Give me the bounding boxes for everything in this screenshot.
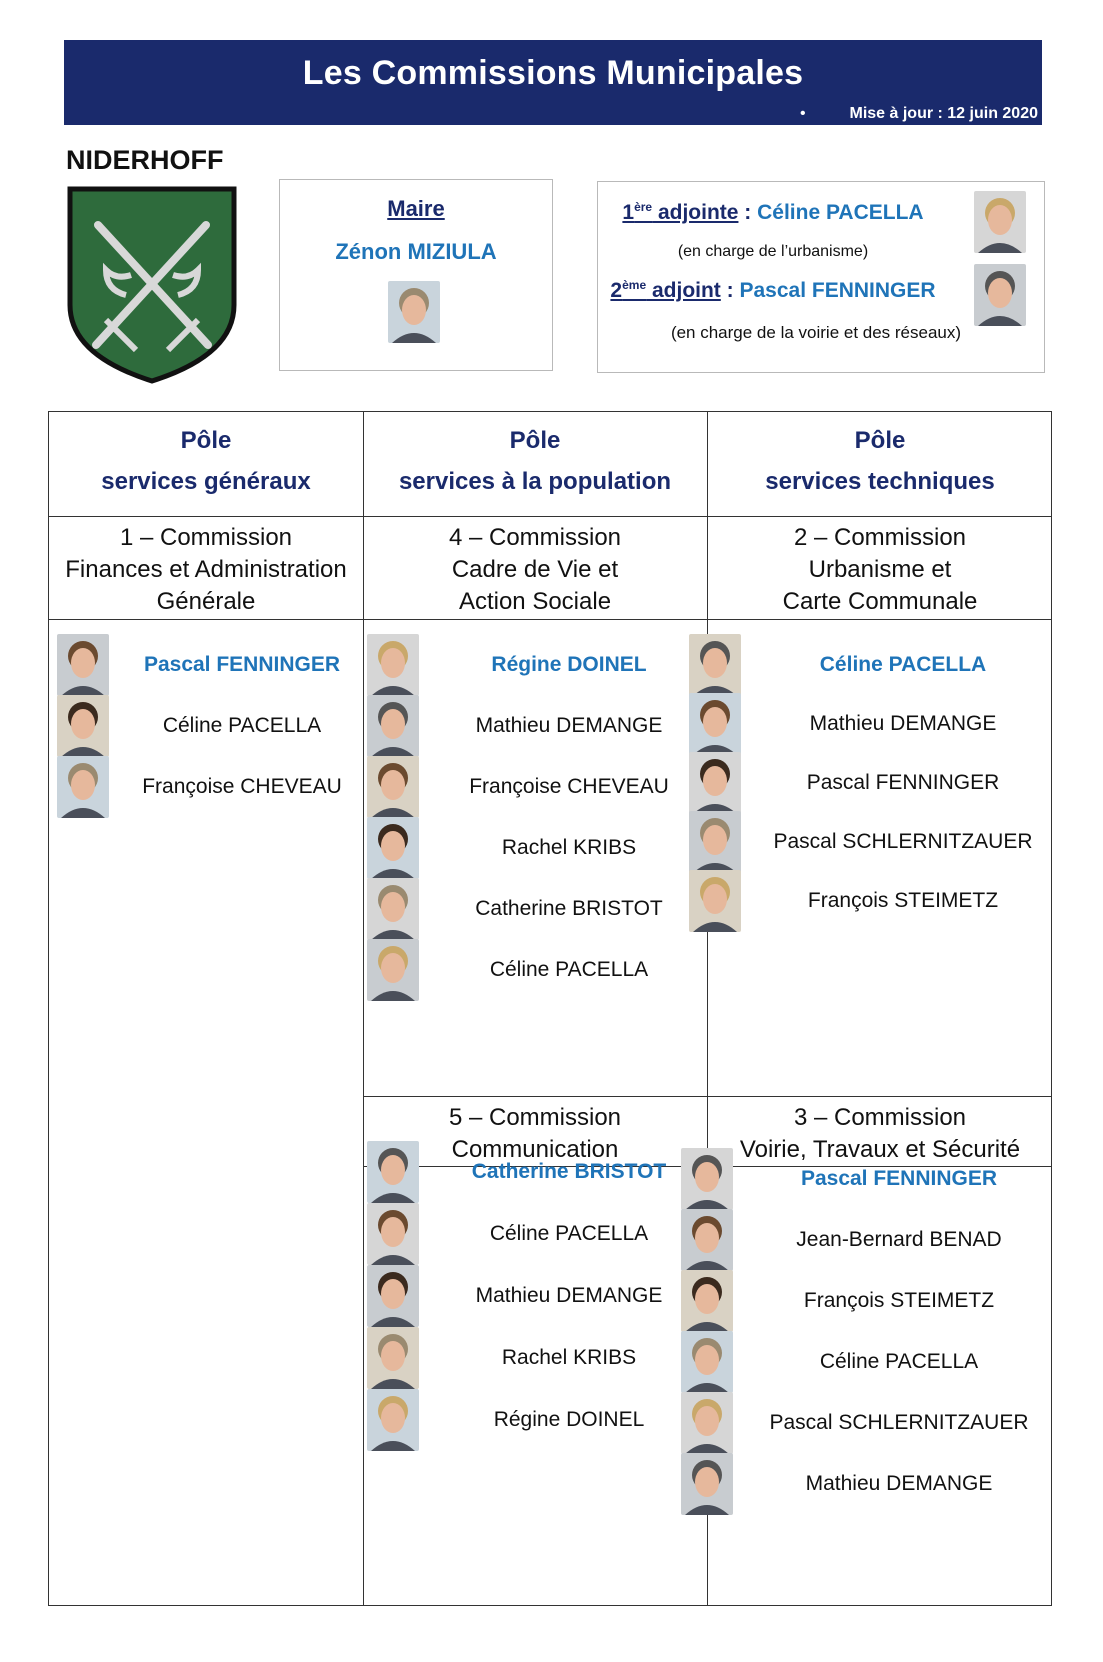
village-name: NIDERHOFF [66, 145, 224, 175]
adjoint-2-sup: ème [622, 278, 647, 292]
portrait-photo [57, 695, 109, 757]
commission-president: Régine DOINEL [491, 653, 647, 676]
update-date: Mise à jour : 12 juin 2020 [849, 105, 1038, 122]
portrait-photo [367, 1265, 419, 1327]
member-row [681, 1148, 1053, 1210]
member-row [367, 817, 707, 879]
adjoint-1-sep: : [738, 201, 758, 224]
portrait-photo [681, 1392, 733, 1454]
member-name: Mathieu DEMANGE [475, 1284, 663, 1307]
commission-line: 3 – Commission [793, 1104, 967, 1131]
maire-label: Maire [387, 196, 445, 221]
portrait-photo [681, 1331, 733, 1393]
portrait-photo [689, 811, 741, 873]
member-name: Catherine BRISTOT [475, 897, 663, 920]
commission-title [49, 522, 363, 618]
adjoint-1-role: (en charge de l’urbanisme) [677, 243, 869, 260]
page-title: Les Commissions Municipales [302, 54, 804, 92]
member-row [689, 752, 1053, 814]
commission-president: Pascal FENNINGER [143, 653, 341, 676]
pole-header [707, 420, 1053, 502]
member-row [681, 1331, 1053, 1393]
member-row [681, 1392, 1053, 1454]
member-row [367, 878, 707, 940]
adjoint-2-name: Pascal FENNINGER [739, 279, 936, 302]
member-row [57, 756, 363, 818]
adjoint-2-role: (en charge de la voirie et des réseaux) [670, 323, 962, 342]
commission-line: Action Sociale [458, 588, 612, 615]
member-name: Mathieu DEMANGE [805, 1472, 993, 1495]
portrait-photo [367, 878, 419, 940]
portrait-photo [388, 281, 440, 343]
portrait-photo [689, 634, 741, 696]
member-name: Mathieu DEMANGE [809, 712, 997, 735]
commission-line: 2 – Commission [793, 524, 967, 551]
portrait-photo [689, 870, 741, 932]
member-name: Pascal FENNINGER [806, 771, 1000, 794]
member-name: Françoise CHEVEAU [469, 775, 669, 798]
member-row [57, 695, 363, 757]
portrait-photo [681, 1270, 733, 1332]
member-name: Céline PACELLA [489, 1222, 649, 1245]
member-row [367, 756, 707, 818]
member-row [689, 693, 1053, 755]
adjoint-1-sup: ère [634, 200, 653, 214]
pole-line2: services techniques [765, 468, 995, 495]
member-name: Céline PACELLA [162, 714, 322, 737]
commission-title [363, 522, 707, 618]
member-row [689, 870, 1053, 932]
adjoint-1-line [598, 200, 948, 225]
portrait-photo [367, 1389, 419, 1451]
member-row [681, 1209, 1053, 1271]
member-row [689, 811, 1053, 873]
adjoint-2-line [598, 278, 948, 303]
portrait-photo [367, 1327, 419, 1389]
portrait-photo [367, 1203, 419, 1265]
member-row [367, 634, 707, 696]
adjoint-1-label: adjointe [652, 201, 739, 224]
portrait-photo [974, 191, 1026, 253]
portrait-photo [689, 693, 741, 755]
portrait-photo [57, 634, 109, 696]
pole-line2: services à la population [398, 468, 672, 495]
portrait-photo [689, 752, 741, 814]
member-name: Françoise CHEVEAU [142, 775, 342, 798]
maire-card [279, 179, 553, 371]
commission-line: 1 – Commission [119, 524, 293, 551]
commission-line: Communication [451, 1136, 619, 1163]
member-name: Jean-Bernard BENAD [796, 1228, 1002, 1251]
member-row [367, 1389, 707, 1451]
coat-of-arms-icon [66, 185, 238, 385]
commission-president: Céline PACELLA [819, 653, 987, 676]
member-name: François STEIMETZ [807, 889, 999, 912]
commission-line: Générale [156, 588, 256, 615]
adjoint-2-sep: : [720, 279, 740, 302]
portrait-photo [57, 756, 109, 818]
portrait-photo [367, 634, 419, 696]
member-name: Pascal SCHLERNITZAUER [773, 830, 1033, 853]
commission-line: Cadre de Vie et [451, 556, 619, 583]
adjoint-2-label: adjoint [646, 279, 721, 302]
portrait-photo [367, 1141, 419, 1203]
pole-line1: Pôle [854, 427, 906, 454]
member-row [367, 695, 707, 757]
member-row [689, 634, 1053, 696]
commission-president: Catherine BRISTOT [471, 1160, 667, 1183]
member-name: Mathieu DEMANGE [475, 714, 663, 737]
commission-line: Carte Communale [782, 588, 978, 615]
member-row [367, 1327, 707, 1389]
member-row [681, 1453, 1053, 1515]
member-name: Céline PACELLA [819, 1350, 979, 1373]
member-name: Rachel KRIBS [501, 836, 637, 859]
pole-header [363, 420, 707, 502]
member-row [367, 1265, 707, 1327]
adjoint-1-name: Céline PACELLA [757, 201, 924, 224]
header-banner [64, 40, 1042, 125]
bullet-mark: • [800, 105, 806, 122]
commission-line: Urbanisme et [808, 556, 952, 583]
member-name: Céline PACELLA [489, 958, 649, 981]
member-name: Rachel KRIBS [501, 1346, 637, 1369]
portrait-photo [367, 939, 419, 1001]
maire-name: Zénon MIZIULA [335, 239, 497, 264]
adjoints-card [597, 181, 1045, 373]
commission-president: Pascal FENNINGER [800, 1167, 998, 1190]
pole-line1: Pôle [509, 427, 561, 454]
portrait-photo [974, 264, 1026, 326]
member-name: François STEIMETZ [803, 1289, 995, 1312]
member-row [681, 1270, 1053, 1332]
member-name: Régine DOINEL [493, 1408, 645, 1431]
commission-title [707, 522, 1053, 618]
portrait-photo [681, 1453, 733, 1515]
member-row [367, 1141, 707, 1203]
commission-line: 5 – Commission [448, 1104, 622, 1131]
member-row [57, 634, 363, 696]
pole-line1: Pôle [180, 427, 232, 454]
commissions-table [48, 411, 1052, 1606]
adjoint-1-ordinal: 1 [622, 201, 635, 224]
member-row [367, 939, 707, 1001]
member-row [367, 1203, 707, 1265]
commission-line: Voirie, Travaux et Sécurité [739, 1136, 1021, 1163]
portrait-photo [681, 1209, 733, 1271]
pole-line2: services généraux [101, 468, 311, 495]
portrait-photo [367, 756, 419, 818]
member-name: Pascal SCHLERNITZAUER [769, 1411, 1029, 1434]
adjoint-2-ordinal: 2 [610, 279, 623, 302]
pole-header [49, 420, 363, 502]
portrait-photo [367, 817, 419, 879]
commission-line: 4 – Commission [448, 524, 622, 551]
portrait-photo [681, 1148, 733, 1210]
commission-line: Finances et Administration [65, 556, 347, 583]
portrait-photo [367, 695, 419, 757]
